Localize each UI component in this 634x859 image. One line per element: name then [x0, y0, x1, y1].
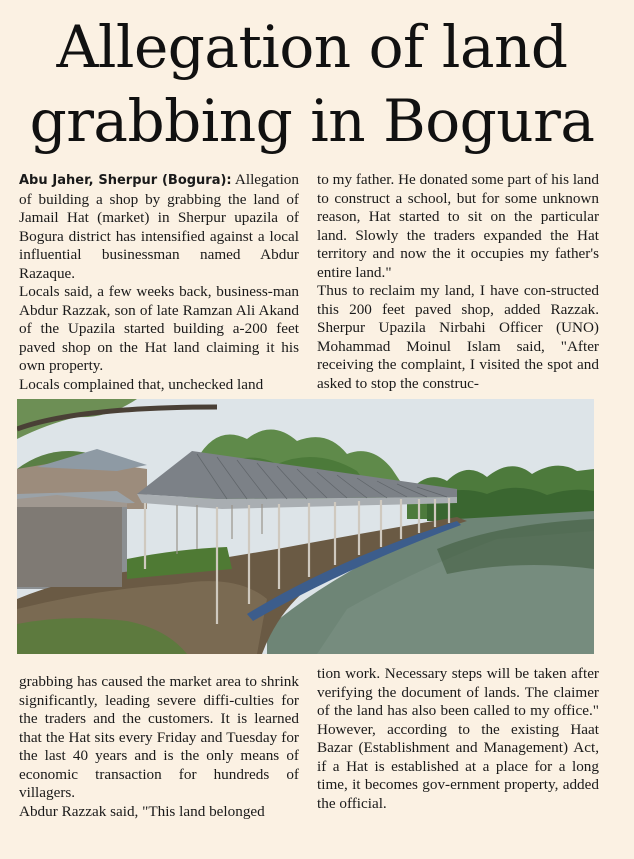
paragraph-4: to my father. He donated some part of his land to construct a school, but for some unknown reason, Hat started to sit on the particular land. Slowly the traders expanded the Hat territory and now the it occupies my father's entire land." — [317, 171, 599, 281]
headline — [14, 10, 610, 158]
paragraph-intro — [19, 171, 299, 283]
paragraph-8: tion work. Necessary steps will be taken after verifying the document of lands. The claimer of the land has also been called to my office." However, according to the existing Haat Bazar (Establishment and Management) Act, if a Hat is established at a place for a long time, it becomes gov-ernment property, added the official. — [317, 665, 599, 812]
column-top-left — [19, 171, 299, 394]
headline-line-1: Allegation of land — [56, 13, 568, 81]
column-top-right — [317, 171, 599, 393]
paragraph-7: Abdur Razzak said, "This land belonged — [19, 802, 265, 820]
byline: Abu Jaher, Sherpur (Bogura): — [19, 173, 232, 188]
paragraph-5: Thus to reclaim my land, I have con-structed this 200 feet paved shop, added Razzak. Sherpur Upazila Nirbahi Officer (UNO) Mohammad Moinul Islam said, "After receiving the complaint, I visited the spot and asked to stop the construc- — [317, 282, 599, 392]
headline-line-2: grabbing in Bogura — [29, 87, 595, 155]
paragraph-6: grabbing has caused the market area to shrink significantly, leading severe diffi-culties for the traders and the customers. It is learned that the Hat sits every Friday and Tuesday for the last 40 years and is the only means of economic transaction for hundreds of villagers. — [19, 673, 299, 801]
hat-shed-by-pond-image — [17, 399, 594, 654]
market-photo — [17, 399, 594, 654]
column-bottom-right — [317, 665, 599, 813]
paragraph-2: Locals said, a few weeks back, business-man Abdur Razzak, son of late Ramzan Ali Akand of the Upazila started building a-200 feet paved shop on the Hat land claiming it his own property. — [19, 283, 299, 374]
paragraph-3: Locals complained that, unchecked land — [19, 375, 264, 393]
paragraph-1: Allegation of building a shop by grabbing the land of Jamail Hat (market) in Sherpur upazila of Bogura district has intensified against a local influential businessman named Abdur Razaque. — [19, 171, 299, 282]
column-bottom-left — [19, 673, 299, 821]
